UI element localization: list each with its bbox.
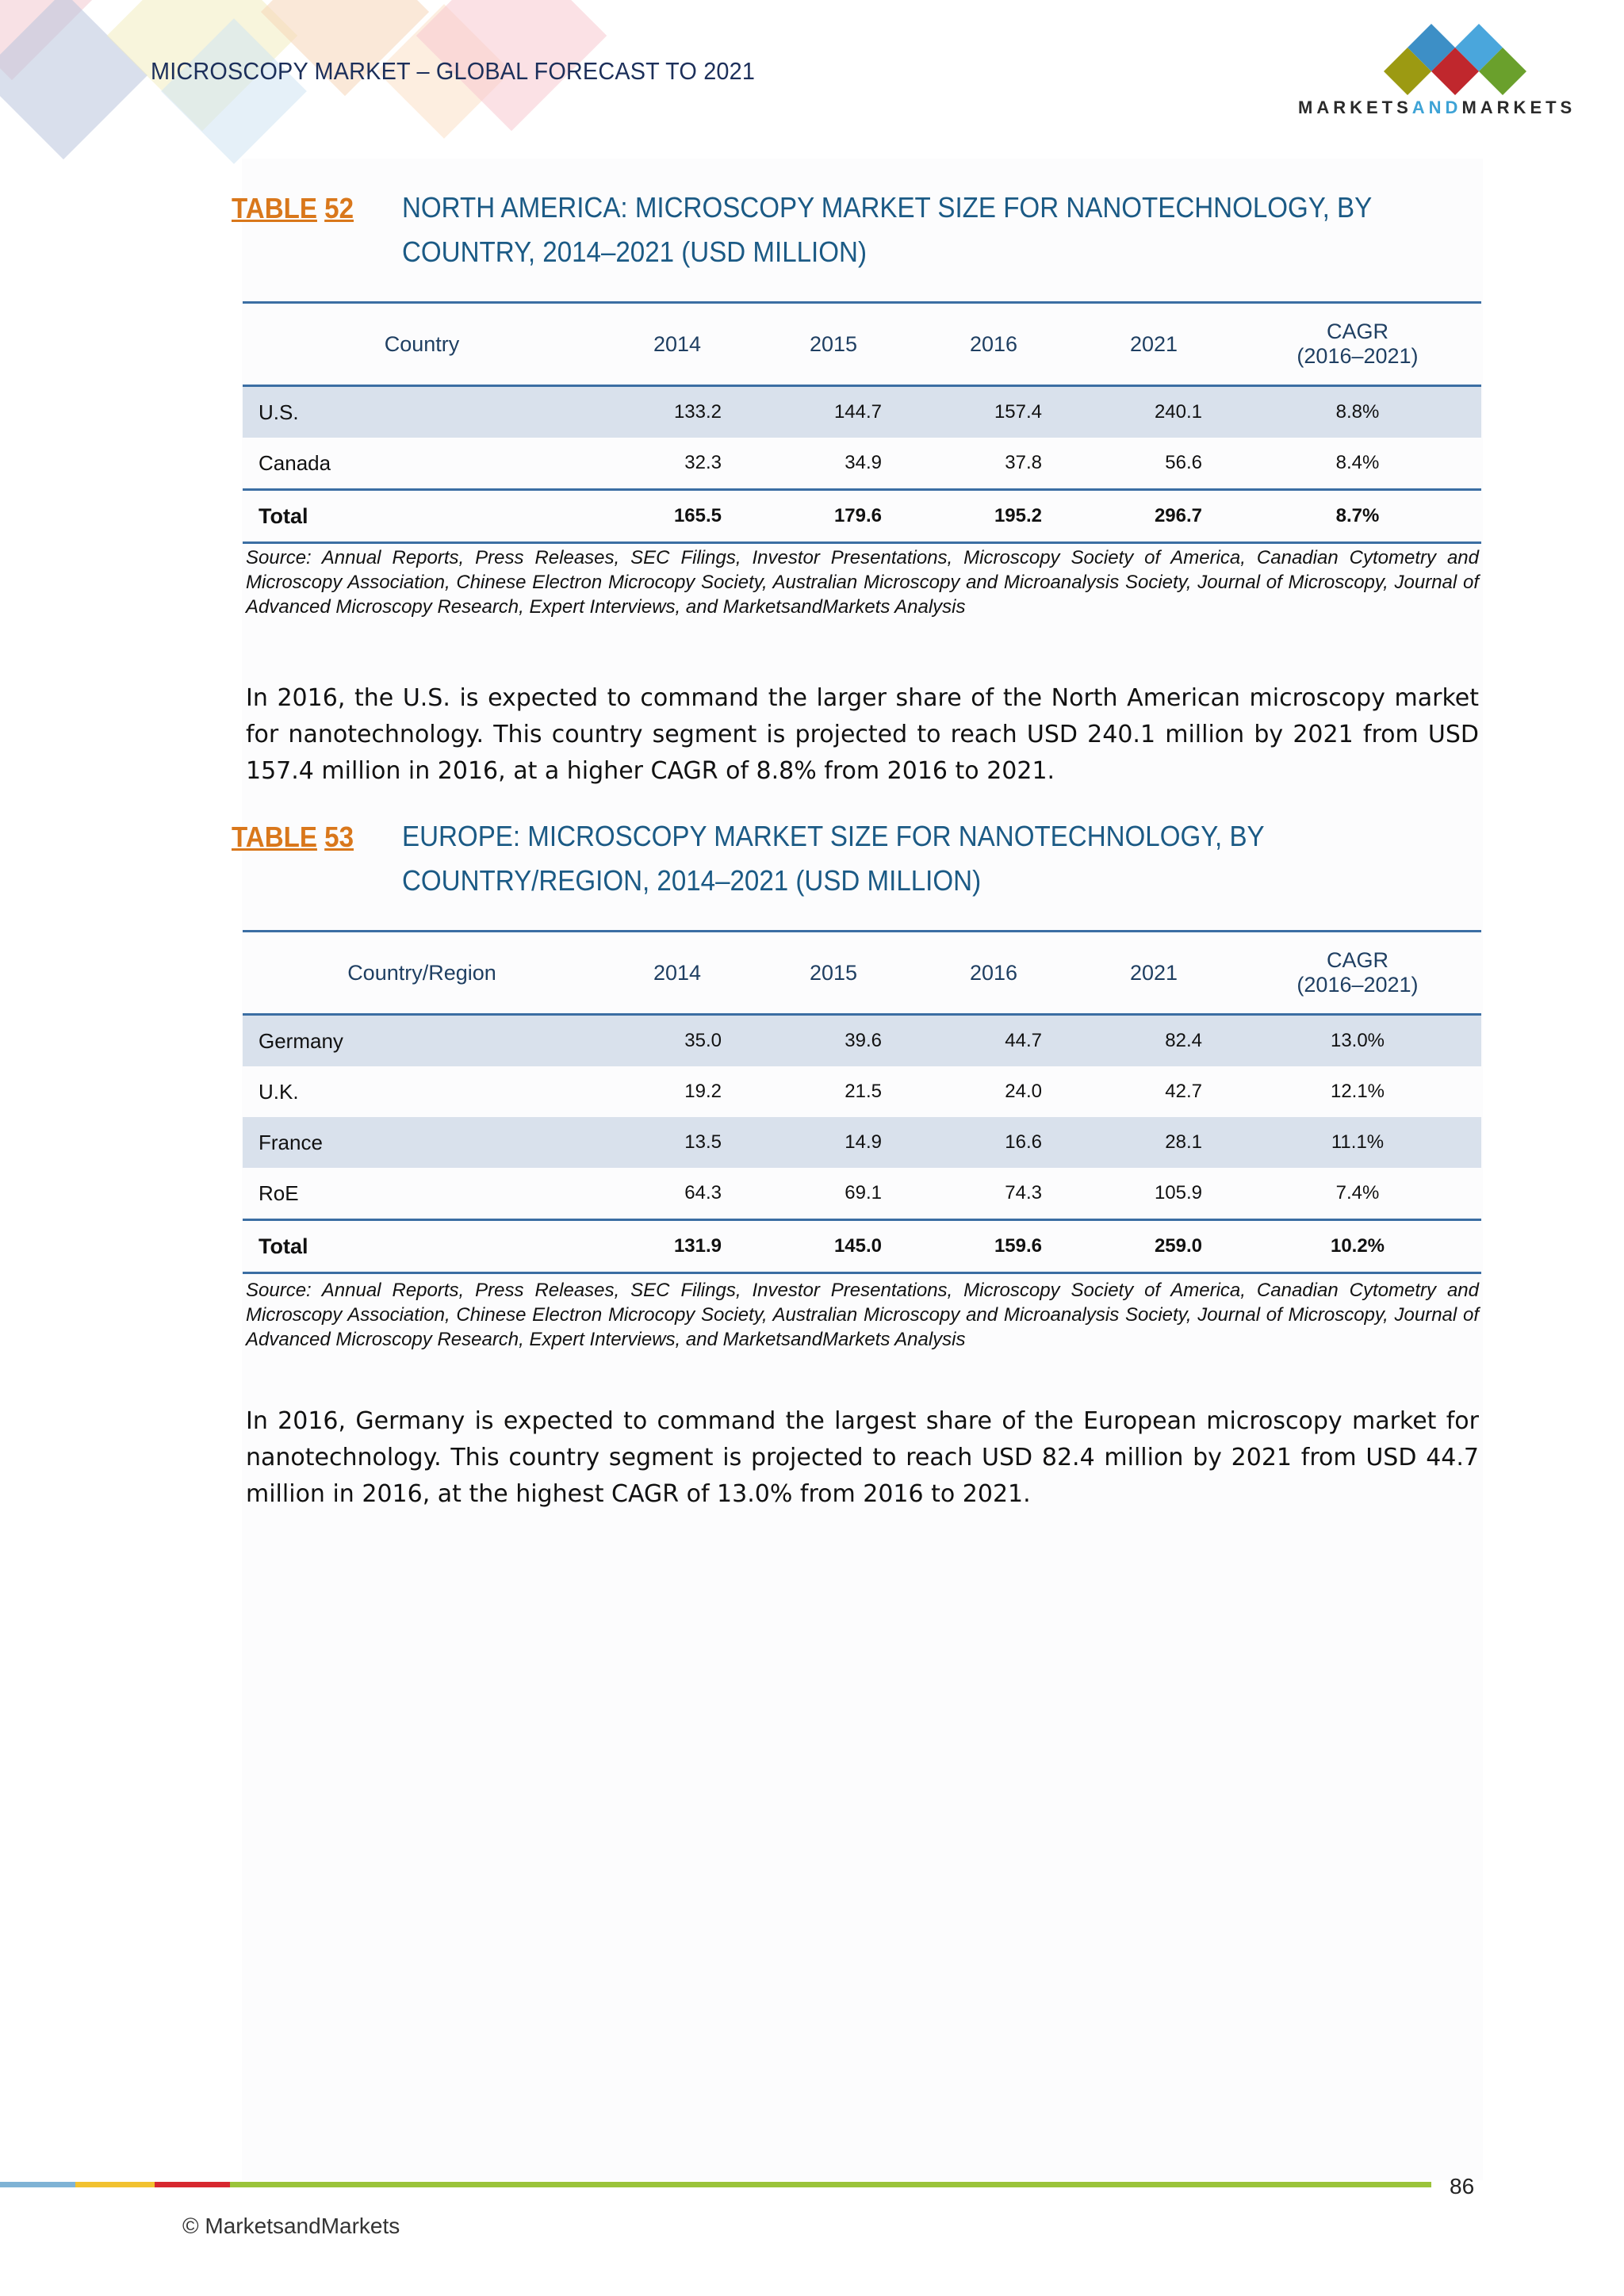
table-row [243, 1117, 1481, 1168]
row-label: RoE [259, 1181, 299, 1205]
column-header: CAGR (2016–2021) [1234, 932, 1481, 1015]
table-52 [243, 301, 1481, 544]
cell: 19.2 [684, 1081, 722, 1102]
cell: 14.9 [753, 1117, 914, 1168]
cell: 159.6 [914, 1220, 1074, 1273]
cell: 179.6 [753, 490, 914, 543]
cell: 10.2% [1234, 1220, 1481, 1273]
cell: 13.0% [1234, 1015, 1481, 1067]
cell: 64.3 [684, 1182, 722, 1203]
cell: 11.1% [1234, 1117, 1481, 1168]
cell: 42.7 [1165, 1081, 1202, 1102]
cell: 12.1% [1330, 1081, 1385, 1102]
cell: 28.1 [1074, 1117, 1234, 1168]
cell: 34.9 [845, 452, 882, 473]
cell: 56.6 [1165, 452, 1202, 473]
cell: 37.8 [1005, 452, 1042, 473]
column-header: 2016 [914, 303, 1074, 386]
cell: 145.0 [753, 1220, 914, 1273]
cell: 133.2 [601, 386, 753, 438]
cell: 259.0 [1074, 1220, 1234, 1273]
column-header: Country [243, 303, 601, 386]
cell: 69.1 [845, 1182, 882, 1203]
column-header: CAGR (2016–2021) [1234, 303, 1481, 386]
cell: 105.9 [1154, 1182, 1202, 1203]
cell: 16.6 [914, 1117, 1074, 1168]
table-total-row [243, 490, 1481, 543]
table-header-row [243, 303, 1481, 386]
cell: 13.5 [601, 1117, 753, 1168]
cell: 240.1 [1074, 386, 1234, 438]
cell: 157.4 [914, 386, 1074, 438]
column-header: 2016 [914, 932, 1074, 1015]
cell: 144.7 [753, 386, 914, 438]
table-row [243, 438, 1481, 490]
cell: 165.5 [601, 490, 753, 543]
row-label: U.S. [243, 386, 601, 438]
paragraph-2: In 2016, Germany is expected to command the largest share of the European microscopy market for nanotechnology. This country segment is projected to reach USD 82.4 million by 2021 from USD 44.7 million in 2016, at the highest CAGR of 13.0% from 2016 to 2021. [246, 1407, 1479, 1508]
table-row [243, 1015, 1481, 1067]
document-title: MICROSCOPY MARKET – GLOBAL FORECAST TO 2021 [151, 57, 756, 85]
row-label: Total [243, 1220, 601, 1273]
table-53 [243, 930, 1481, 1274]
cell: 24.0 [1005, 1081, 1042, 1102]
row-label: U.K. [259, 1079, 299, 1104]
column-header: 2021 [1074, 932, 1234, 1015]
table-row [243, 1066, 1481, 1117]
column-header: 2015 [753, 932, 914, 1015]
column-header: 2014 [601, 303, 753, 386]
column-header: 2015 [753, 303, 914, 386]
cell: 8.7% [1234, 490, 1481, 543]
cell: 74.3 [1005, 1182, 1042, 1203]
table-title: NORTH AMERICA: MICROSCOPY MARKET SIZE FOR NANOTECHNOLOGY, BY COUNTRY, 2014–2021 (USD MILLION) [402, 191, 1372, 268]
table-header-row [243, 932, 1481, 1015]
cell: 7.4% [1335, 1182, 1380, 1203]
copyright-text: © MarketsandMarkets [182, 2214, 400, 2238]
column-header: 2014 [601, 932, 753, 1015]
cell: 82.4 [1074, 1015, 1234, 1067]
cell: 32.3 [684, 452, 722, 473]
cell: 296.7 [1074, 490, 1234, 543]
row-label: Germany [243, 1015, 601, 1067]
paragraph-1: In 2016, the U.S. is expected to command the larger share of the North American microscopy market for nanotechnology. This country segment is projected to reach USD 240.1 million by 2021 from USD 157.4 million in 2016, at a higher CAGR of 8.8% from 2016 to 2021. [246, 684, 1479, 785]
logo-wordmark: MARKETSANDMARKETS [1298, 98, 1576, 117]
column-header: 2021 [1074, 303, 1234, 386]
table-row [243, 1168, 1481, 1220]
row-label: Total [243, 490, 601, 543]
table-row [243, 386, 1481, 438]
cell: 21.5 [845, 1081, 882, 1102]
page-number: 86 [1450, 2174, 1475, 2198]
cell: 131.9 [601, 1220, 753, 1273]
column-header: Country/Region [243, 932, 601, 1015]
table-53-source: Source: Annual Reports, Press Releases, SEC Filings, Investor Presentations, Microscopy Society of America, Canadian Cytometry and Microscopy Association, Chinese Electron Microcopy Society, Australian Microscopy and Microanalysis Society, Journal of Microscopy, Journal of Advanced Microscopy Research, Expert Interviews, and MarketsandMarkets Analysis [246, 1280, 1479, 1350]
cell: 8.8% [1234, 386, 1481, 438]
table-title: EUROPE: MICROSCOPY MARKET SIZE FOR NANOTECHNOLOGY, BY COUNTRY/REGION, 2014–2021 (USD MILLION) [402, 820, 1265, 897]
cell: 44.7 [914, 1015, 1074, 1067]
cell: 8.4% [1335, 452, 1380, 473]
table-total-row [243, 1220, 1481, 1273]
cell: 35.0 [601, 1015, 753, 1067]
cell: 195.2 [914, 490, 1074, 543]
row-label: Canada [259, 450, 331, 475]
table-label: TABLE 52 [232, 192, 354, 224]
table-52-source: Source: Annual Reports, Press Releases, SEC Filings, Investor Presentations, Microscopy Society of America, Canadian Cytometry and Microscopy Association, Chinese Electron Microcopy Society, Australian Microscopy and Microanalysis Society, Journal of Microscopy, Journal of Advanced Microscopy Research, Expert Interviews, and MarketsandMarkets Analysis [246, 547, 1479, 618]
row-label: France [243, 1117, 601, 1168]
cell: 39.6 [753, 1015, 914, 1067]
table-label: TABLE 53 [232, 821, 354, 853]
